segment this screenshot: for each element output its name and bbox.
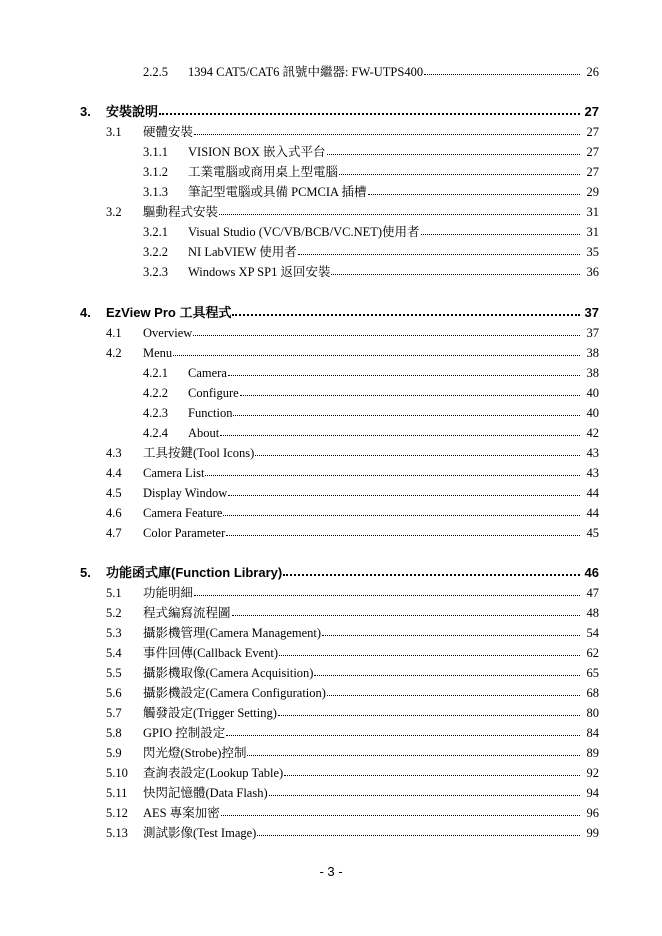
entry-number: 4.5	[106, 486, 122, 500]
entry-number: 4.6	[106, 506, 122, 520]
leader-dots	[232, 314, 580, 316]
entry-page: 31	[586, 225, 599, 239]
entry-number: 5.1	[106, 586, 122, 600]
chapter-page: 46	[584, 565, 599, 580]
entry-number: 3.1.1	[143, 145, 168, 159]
entry-page: 94	[586, 786, 599, 800]
entry-title: AES 專案加密	[143, 806, 220, 820]
leader-dots	[232, 615, 580, 616]
entry-title: 攝影機管理(Camera Management)	[143, 626, 322, 640]
chapter-number: 5.	[80, 565, 91, 580]
toc-entry	[0, 625, 662, 641]
leader-dots	[240, 395, 580, 396]
chapter-number: 3.	[80, 104, 91, 119]
toc-entry	[0, 325, 662, 341]
entry-number: 3.1	[106, 125, 122, 139]
toc-entry	[0, 705, 662, 721]
entry-page: 29	[586, 185, 599, 199]
toc-entry	[0, 64, 662, 80]
leader-dots	[193, 335, 580, 336]
entry-title: Color Parameter	[143, 526, 226, 540]
toc-entry	[0, 765, 662, 781]
entry-page: 42	[586, 426, 599, 440]
entry-number: 3.1.2	[143, 165, 168, 179]
toc-entry	[0, 825, 662, 841]
toc-entry	[0, 385, 662, 401]
entry-title: Camera Feature	[143, 506, 223, 520]
entry-page: 38	[586, 346, 599, 360]
entry-number: 5.2	[106, 606, 122, 620]
entry-page: 27	[586, 125, 599, 139]
chapter-number: 4.	[80, 305, 91, 320]
entry-page: 26	[586, 65, 599, 79]
entry-title: VISION BOX 嵌入式平台	[188, 145, 326, 159]
entry-page: 37	[586, 326, 599, 340]
toc-entry	[0, 365, 662, 381]
entry-number: 5.4	[106, 646, 122, 660]
entry-title: 工具按鍵(Tool Icons)	[143, 446, 255, 460]
entry-page: 65	[586, 666, 599, 680]
leader-dots	[314, 675, 580, 676]
toc-entry	[0, 405, 662, 421]
leader-dots	[331, 274, 580, 275]
toc-chapter	[0, 305, 662, 321]
entry-title: 閃光燈(Strobe)控制	[143, 746, 247, 760]
toc-entry	[0, 745, 662, 761]
entry-page: 27	[586, 165, 599, 179]
toc-entry	[0, 445, 662, 461]
entry-title: 事件回傳(Callback Event)	[143, 646, 279, 660]
leader-dots	[327, 154, 580, 155]
toc-entry	[0, 645, 662, 661]
entry-page: 80	[586, 706, 599, 720]
entry-title: 1394 CAT5/CAT6 訊號中繼器: FW-UTPS400	[188, 65, 424, 79]
leader-dots	[219, 214, 580, 215]
leader-dots	[255, 455, 580, 456]
toc-entry	[0, 605, 662, 621]
leader-dots	[228, 495, 580, 496]
leader-dots	[159, 113, 580, 115]
entry-title: Overview	[143, 326, 193, 340]
entry-number: 5.11	[106, 786, 128, 800]
entry-number: 5.12	[106, 806, 128, 820]
toc-entry	[0, 485, 662, 501]
entry-number: 4.3	[106, 446, 122, 460]
entry-number: 4.7	[106, 526, 122, 540]
toc-entry	[0, 805, 662, 821]
leader-dots	[424, 74, 580, 75]
toc-entry	[0, 224, 662, 240]
entry-number: 5.5	[106, 666, 122, 680]
entry-title: 驅動程式安裝	[143, 205, 219, 219]
entry-page: 43	[586, 466, 599, 480]
toc-entry	[0, 264, 662, 280]
entry-number: 4.2.3	[143, 406, 168, 420]
entry-page: 38	[586, 366, 599, 380]
toc-entry	[0, 124, 662, 140]
toc-entry	[0, 144, 662, 160]
leader-dots	[421, 234, 580, 235]
entry-page: 92	[586, 766, 599, 780]
leader-dots	[228, 375, 580, 376]
entry-page: 44	[586, 486, 599, 500]
chapter-title: 安裝說明	[106, 104, 159, 119]
leader-dots	[205, 475, 580, 476]
entry-number: 4.2	[106, 346, 122, 360]
leader-dots	[327, 695, 580, 696]
leader-dots	[284, 775, 580, 776]
entry-title: Camera	[188, 366, 227, 380]
entry-title: 筆記型電腦或具備 PCMCIA 插槽	[188, 185, 367, 199]
entry-number: 5.7	[106, 706, 122, 720]
leader-dots	[269, 795, 580, 796]
entry-title: 快閃記憶體(Data Flash)	[143, 786, 268, 800]
entry-title: GPIO 控制設定	[143, 726, 226, 740]
entry-number: 4.4	[106, 466, 122, 480]
leader-dots	[322, 635, 580, 636]
page-number: - 3 -	[319, 864, 343, 879]
entry-number: 4.1	[106, 326, 122, 340]
toc-entry	[0, 204, 662, 220]
leader-dots	[368, 194, 580, 195]
entry-title: 功能明細	[143, 586, 194, 600]
entry-title: 工業電腦或商用桌上型電腦	[188, 165, 339, 179]
leader-dots	[233, 415, 580, 416]
entry-number: 3.2.2	[143, 245, 168, 259]
leader-dots	[226, 735, 580, 736]
entry-title: Menu	[143, 346, 173, 360]
entry-title: Windows XP SP1 返回安裝	[188, 265, 331, 279]
chapter-title: 功能函式庫(Function Library)	[106, 565, 283, 580]
entry-page: 48	[586, 606, 599, 620]
entry-number: 5.6	[106, 686, 122, 700]
entry-page: 84	[586, 726, 599, 740]
toc-entry	[0, 465, 662, 481]
leader-dots	[194, 595, 580, 596]
entry-page: 47	[586, 586, 599, 600]
toc-chapter	[0, 104, 662, 120]
entry-title: 觸發設定(Trigger Setting)	[143, 706, 277, 720]
entry-title: 查詢表設定(Lookup Table)	[143, 766, 284, 780]
entry-page: 62	[586, 646, 599, 660]
leader-dots	[298, 254, 580, 255]
entry-page: 54	[586, 626, 599, 640]
leader-dots	[279, 655, 580, 656]
leader-dots	[223, 515, 580, 516]
entry-number: 2.2.5	[143, 65, 168, 79]
entry-number: 4.2.1	[143, 366, 168, 380]
entry-title: NI LabVIEW 使用者	[188, 245, 297, 259]
chapter-page: 27	[584, 104, 599, 119]
toc-entry	[0, 525, 662, 541]
entry-page: 31	[586, 205, 599, 219]
entry-title: Display Window	[143, 486, 228, 500]
entry-title: 硬體安裝	[143, 125, 194, 139]
toc-entry	[0, 725, 662, 741]
entry-number: 4.2.4	[143, 426, 168, 440]
toc-entry	[0, 785, 662, 801]
leader-dots	[194, 134, 580, 135]
leader-dots	[220, 435, 580, 436]
toc-entry	[0, 665, 662, 681]
entry-page: 99	[586, 826, 599, 840]
chapter-page: 37	[584, 305, 599, 320]
entry-page: 44	[586, 506, 599, 520]
leader-dots	[173, 355, 580, 356]
toc-chapter	[0, 565, 662, 581]
entry-number: 3.1.3	[143, 185, 168, 199]
entry-page: 36	[586, 265, 599, 279]
toc-entry	[0, 345, 662, 361]
entry-number: 5.8	[106, 726, 122, 740]
entry-page: 45	[586, 526, 599, 540]
leader-dots	[339, 174, 580, 175]
leader-dots	[221, 815, 580, 816]
leader-dots	[257, 835, 580, 836]
entry-number: 3.2.1	[143, 225, 168, 239]
entry-page: 40	[586, 406, 599, 420]
entry-page: 89	[586, 746, 599, 760]
entry-title: Camera List	[143, 466, 205, 480]
toc-entry	[0, 425, 662, 441]
toc-entry	[0, 184, 662, 200]
toc-entry	[0, 505, 662, 521]
entry-title: 程式編寫流程圖	[143, 606, 231, 620]
entry-title: 攝影機取像(Camera Acquisition)	[143, 666, 314, 680]
entry-title: Function	[188, 406, 233, 420]
entry-number: 5.13	[106, 826, 128, 840]
entry-title: Configure	[188, 386, 239, 400]
entry-title: 攝影機設定(Camera Configuration)	[143, 686, 326, 700]
leader-dots	[247, 755, 580, 756]
entry-page: 35	[586, 245, 599, 259]
entry-number: 5.10	[106, 766, 128, 780]
entry-page: 27	[586, 145, 599, 159]
entry-number: 5.3	[106, 626, 122, 640]
entry-page: 43	[586, 446, 599, 460]
entry-page: 68	[586, 686, 599, 700]
entry-number: 5.9	[106, 746, 122, 760]
leader-dots	[283, 574, 580, 576]
toc-entry	[0, 585, 662, 601]
toc-entry	[0, 164, 662, 180]
leader-dots	[226, 535, 580, 536]
leader-dots	[278, 715, 580, 716]
entry-page: 40	[586, 386, 599, 400]
chapter-title: EzView Pro 工具程式	[106, 305, 232, 320]
entry-number: 3.2	[106, 205, 122, 219]
entry-title: 測試影像(Test Image)	[143, 826, 257, 840]
entry-number: 4.2.2	[143, 386, 168, 400]
toc-entry	[0, 685, 662, 701]
entry-title: Visual Studio (VC/VB/BCB/VC.NET)使用者	[188, 225, 420, 239]
entry-number: 3.2.3	[143, 265, 168, 279]
entry-page: 96	[586, 806, 599, 820]
entry-title: About	[188, 426, 220, 440]
toc-entry	[0, 244, 662, 260]
